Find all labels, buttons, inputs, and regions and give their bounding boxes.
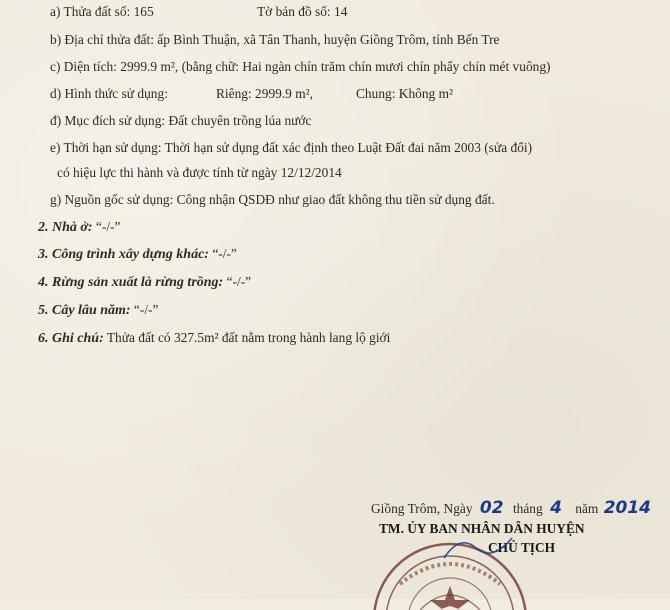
- section-housing: [38, 219, 120, 236]
- signature-year-label: năm: [575, 501, 599, 516]
- usage-term: e) Thời hạn sử dụng: Thời hạn sử dụng đất xác định theo Luật Đất đai năm 2003 (sửa đổi): [50, 140, 533, 155]
- signature-day: 02: [479, 498, 504, 518]
- signature-month: 4: [550, 498, 562, 518]
- section-planted-forest-heading: 4. Rừng sản xuất là rừng trồng:: [38, 275, 224, 290]
- usage-term-continuation: có hiệu lực thi hành và được tính từ ngày 12/12/2014: [57, 165, 342, 180]
- section-notes: [38, 330, 390, 347]
- section-perennial-trees-heading: 5. Cây lâu năm:: [38, 303, 131, 318]
- section-housing-heading: 2. Nhà ở:: [38, 220, 93, 235]
- signature-title: CHỦ TỊCH: [488, 540, 556, 555]
- signature-year: 2014: [603, 498, 652, 518]
- usage-origin: g) Nguồn gốc sử dụng: Công nhận QSDĐ như giao đất không thu tiền sử dụng đất.: [50, 192, 495, 207]
- map-sheet-number: Tờ bản đồ số: 14: [257, 4, 348, 19]
- signature-authority: TM. ỦY BAN NHÂN DÂN HUYỆN: [379, 521, 585, 536]
- section-other-construction-value: “-/-”: [208, 246, 237, 261]
- usage-form-line: [50, 86, 454, 102]
- parcel-address: b) Địa chỉ thửa đất: ấp Bình Thuận, xã Tân Thanh, huyện Giồng Trôm, tỉnh Bến Tre: [50, 32, 500, 47]
- section-planted-forest-value: “-/-”: [223, 274, 252, 289]
- signature-date-line: [371, 500, 651, 517]
- parcel-area: c) Diện tích: 2999.9 m², (bằng chữ: Hai ngàn chín trăm chín mươi chín phẩy chín mét vuông): [50, 59, 551, 74]
- signature-pen-stroke: [440, 528, 520, 568]
- section-perennial-trees: [38, 302, 158, 319]
- usage-shared: Chung: Không m²: [356, 86, 454, 101]
- signature-month-label: tháng: [512, 501, 543, 516]
- section-other-construction: [38, 246, 237, 263]
- usage-form-label: d) Hình thức sử dụng:: [50, 86, 168, 101]
- signature-place: Giồng Trôm, Ngày: [371, 501, 473, 516]
- usage-purpose: đ) Mục đích sử dụng: Đất chuyên trồng lúa nước: [50, 113, 312, 128]
- section-perennial-trees-value: “-/-”: [130, 302, 159, 317]
- parcel-number-line: [50, 4, 348, 20]
- usage-private: Riêng: 2999.9 m²,: [216, 86, 314, 101]
- parcel-number: a) Thửa đất số: 165: [50, 4, 154, 19]
- section-housing-value: “-/-”: [92, 219, 121, 234]
- section-other-construction-heading: 3. Công trình xây dựng khác:: [38, 247, 209, 262]
- section-notes-value: Thửa đất có 327.5m² đất nằm trong hành lang lộ giới: [103, 330, 391, 345]
- section-planted-forest: [38, 274, 251, 291]
- section-notes-heading: 6. Ghi chú:: [38, 331, 104, 346]
